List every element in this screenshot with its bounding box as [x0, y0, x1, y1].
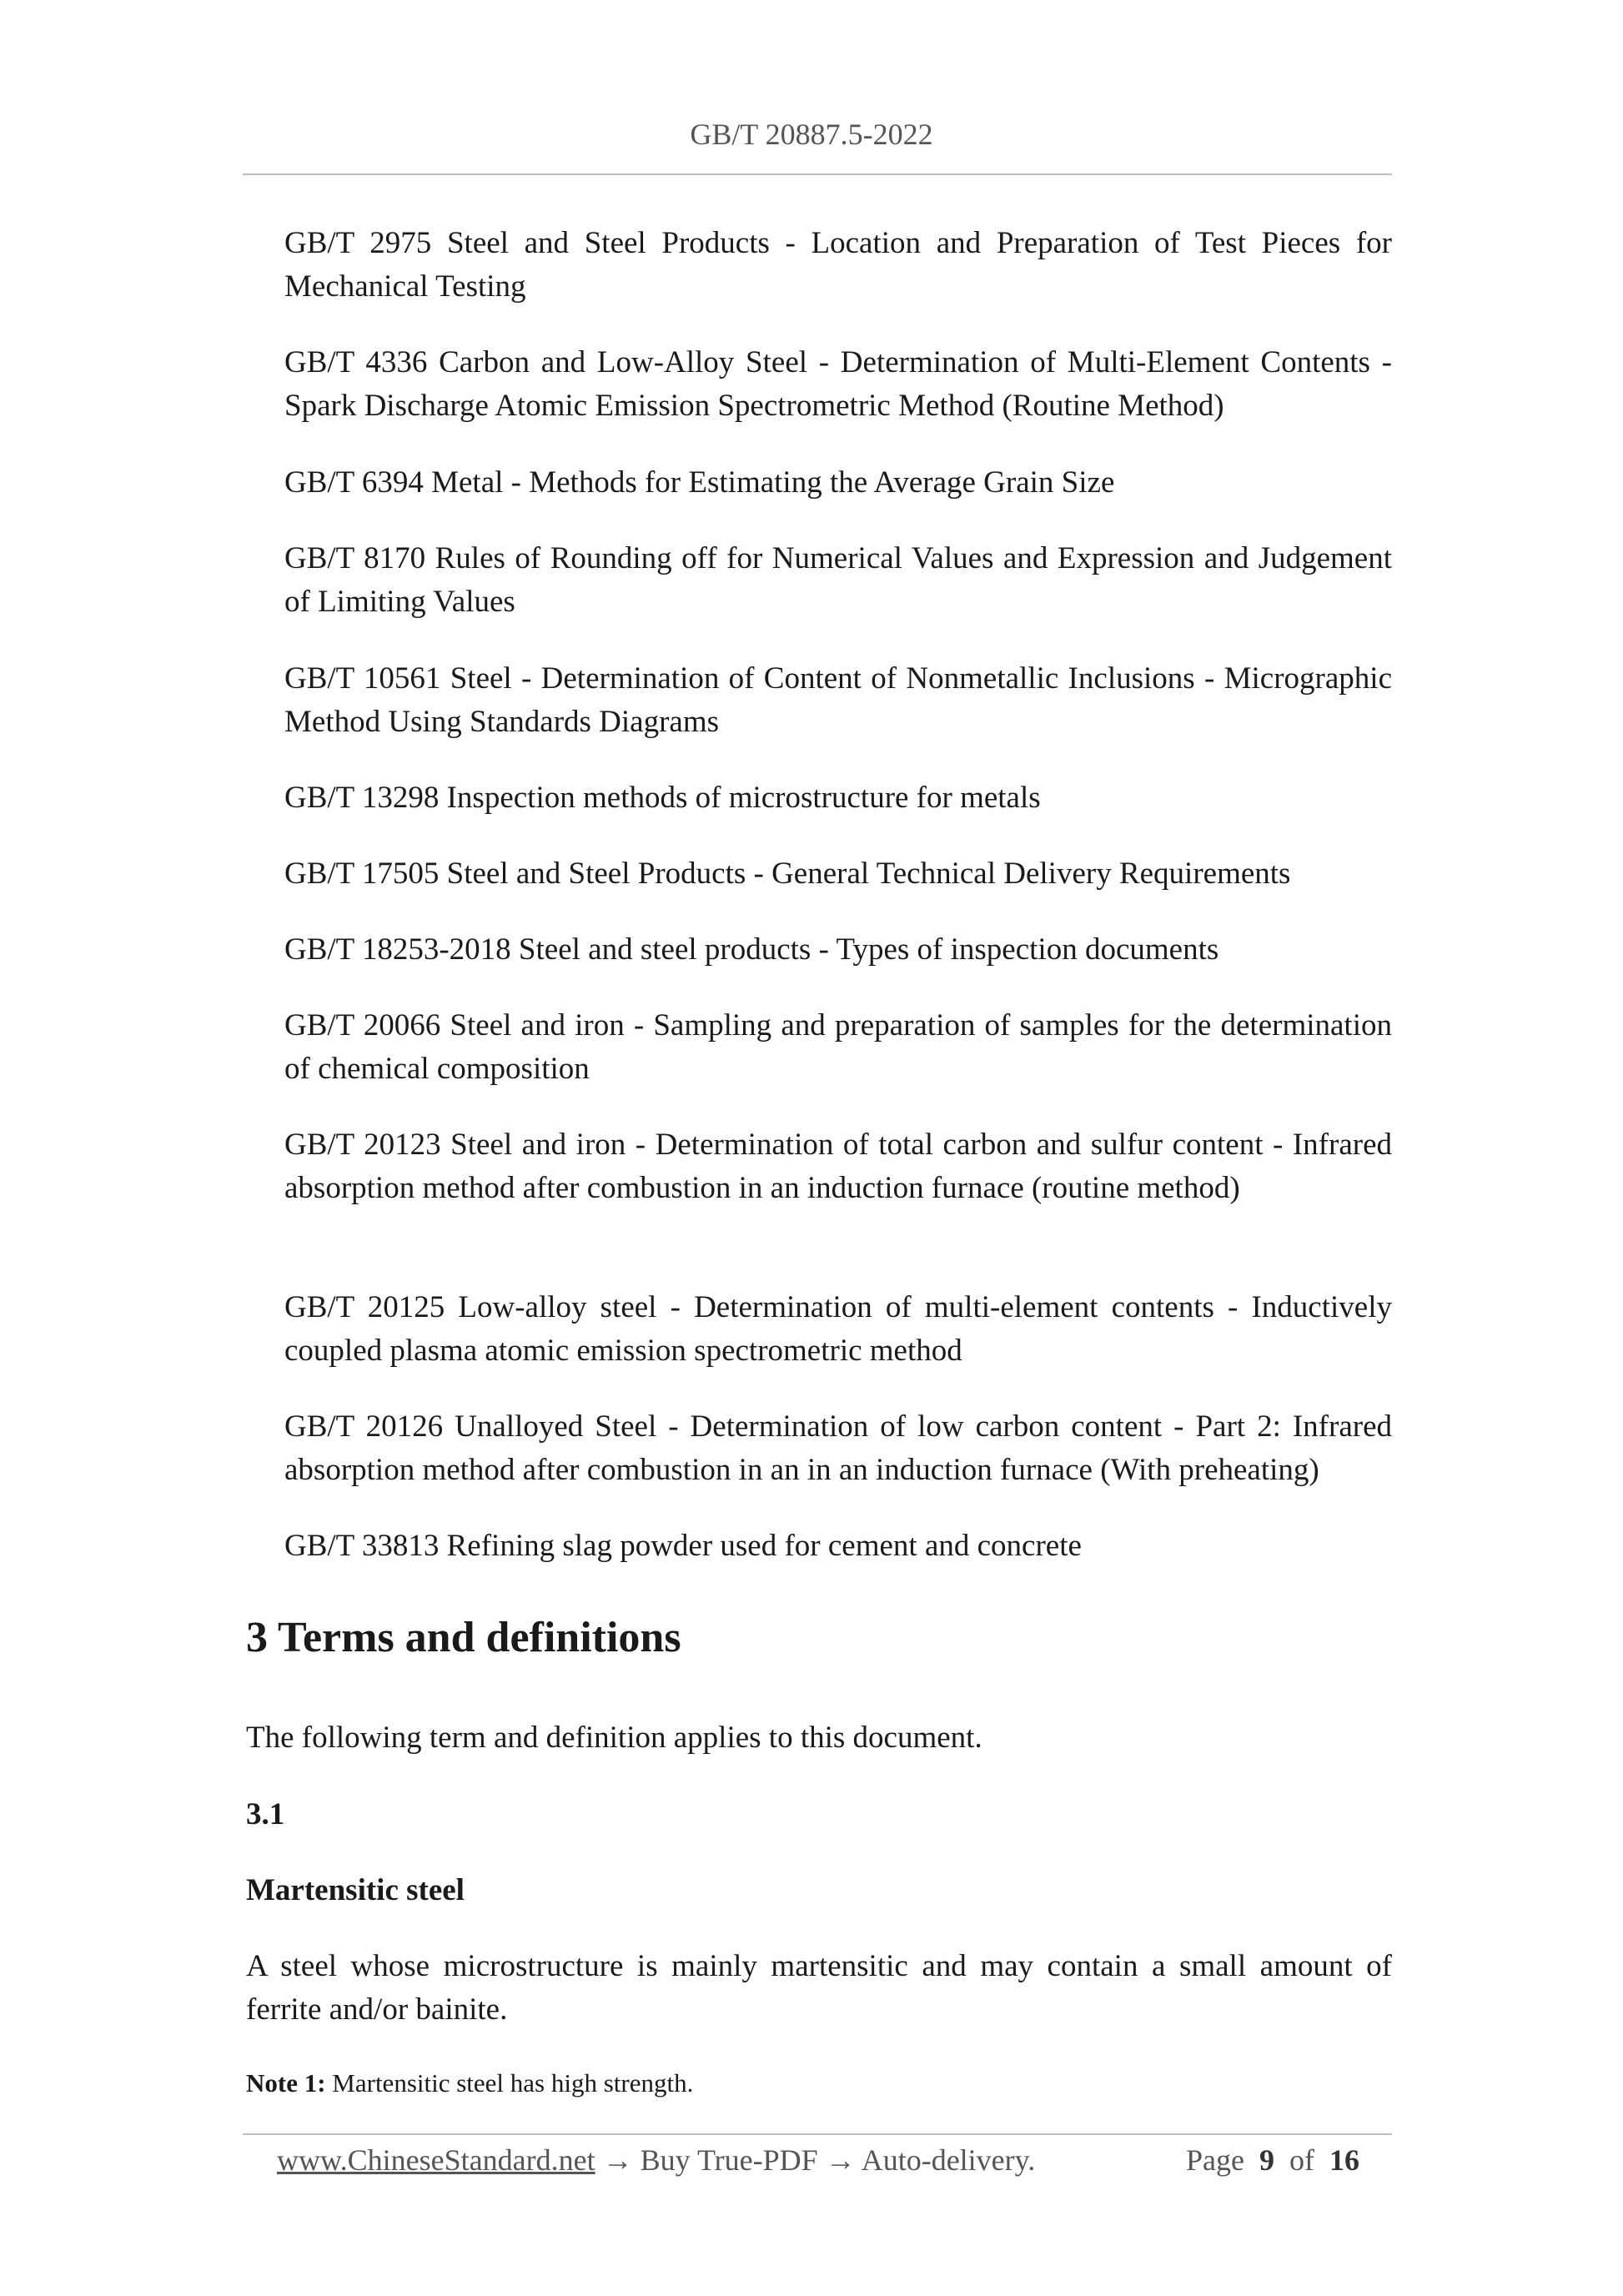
term-definition: A steel whose microstructure is mainly martensitic and may contain a small amount of ferrite and/or bainite.	[246, 1949, 1392, 2027]
page-total: 16	[1329, 2143, 1359, 2177]
term-number: 3.1	[246, 1797, 285, 1831]
reference-item: GB/T 2975 Steel and Steel Products - Location and Preparation of Test Pieces for Mechanical Testing	[284, 226, 1392, 304]
document-id-header: GB/T 20887.5-2022	[690, 118, 933, 151]
note-text: Martensitic steel has high strength.	[325, 2068, 694, 2098]
reference-item: GB/T 20126 Unalloyed Steel - Determination of low carbon content - Part 2: Infrared absorption method after combustion in an in an induction furnace (With preheating)	[284, 1409, 1392, 1487]
site-link[interactable]: www.ChineseStandard.net	[277, 2143, 595, 2177]
term-name: Martensitic steel	[246, 1873, 465, 1907]
auto-delivery-text: Auto-delivery.	[861, 2143, 1036, 2177]
arrow-right-icon: →	[817, 2143, 862, 2177]
page-number: 9	[1259, 2143, 1274, 2177]
reference-item: GB/T 20123 Steel and iron - Determination of total carbon and sulfur content - Infrared absorption method after combustion in an induction furnace (routine method)	[284, 1128, 1392, 1205]
section-heading: 3 Terms and definitions	[246, 1614, 681, 1661]
footer-links	[277, 2139, 1035, 2181]
reference-item: GB/T 20066 Steel and iron - Sampling and preparation of samples for the determination of chemical composition	[284, 1008, 1392, 1086]
reference-item: GB/T 20125 Low-alloy steel - Determination of multi-element contents - Inductively coupled plasma atomic emission spectrometric method	[284, 1290, 1392, 1368]
footer-divider	[243, 2133, 1392, 2135]
buy-pdf-text: Buy True-PDF	[640, 2143, 818, 2177]
of-word: of	[1289, 2143, 1314, 2177]
reference-item: GB/T 10561 Steel - Determination of Content of Nonmetallic Inclusions - Micrographic Method Using Standards Diagrams	[284, 661, 1392, 739]
reference-item: GB/T 33813 Refining slag powder used for cement and concrete	[284, 1529, 1082, 1563]
section-intro: The following term and definition applies to this document.	[246, 1721, 982, 1755]
reference-item: GB/T 8170 Rules of Rounding off for Numerical Values and Expression and Judgement of Limiting Values	[284, 541, 1392, 619]
term-note	[246, 2065, 693, 2102]
reference-item: GB/T 17505 Steel and Steel Products - General Technical Delivery Requirements	[284, 857, 1291, 891]
arrow-right-icon: →	[595, 2143, 641, 2177]
reference-item: GB/T 4336 Carbon and Low-Alloy Steel - Determination of Multi-Element Contents - Spark Discharge Atomic Emission Spectrometric Method (Routine Method)	[284, 345, 1392, 423]
page-indicator	[1186, 2139, 1359, 2181]
reference-item: GB/T 18253-2018 Steel and steel products - Types of inspection documents	[284, 932, 1219, 967]
header-divider	[243, 173, 1392, 175]
note-label: Note 1:	[246, 2068, 326, 2098]
reference-item: GB/T 6394 Metal - Methods for Estimating the Average Grain Size	[284, 465, 1115, 500]
reference-item: GB/T 13298 Inspection methods of microstructure for metals	[284, 781, 1041, 815]
page-word: Page	[1186, 2143, 1244, 2177]
